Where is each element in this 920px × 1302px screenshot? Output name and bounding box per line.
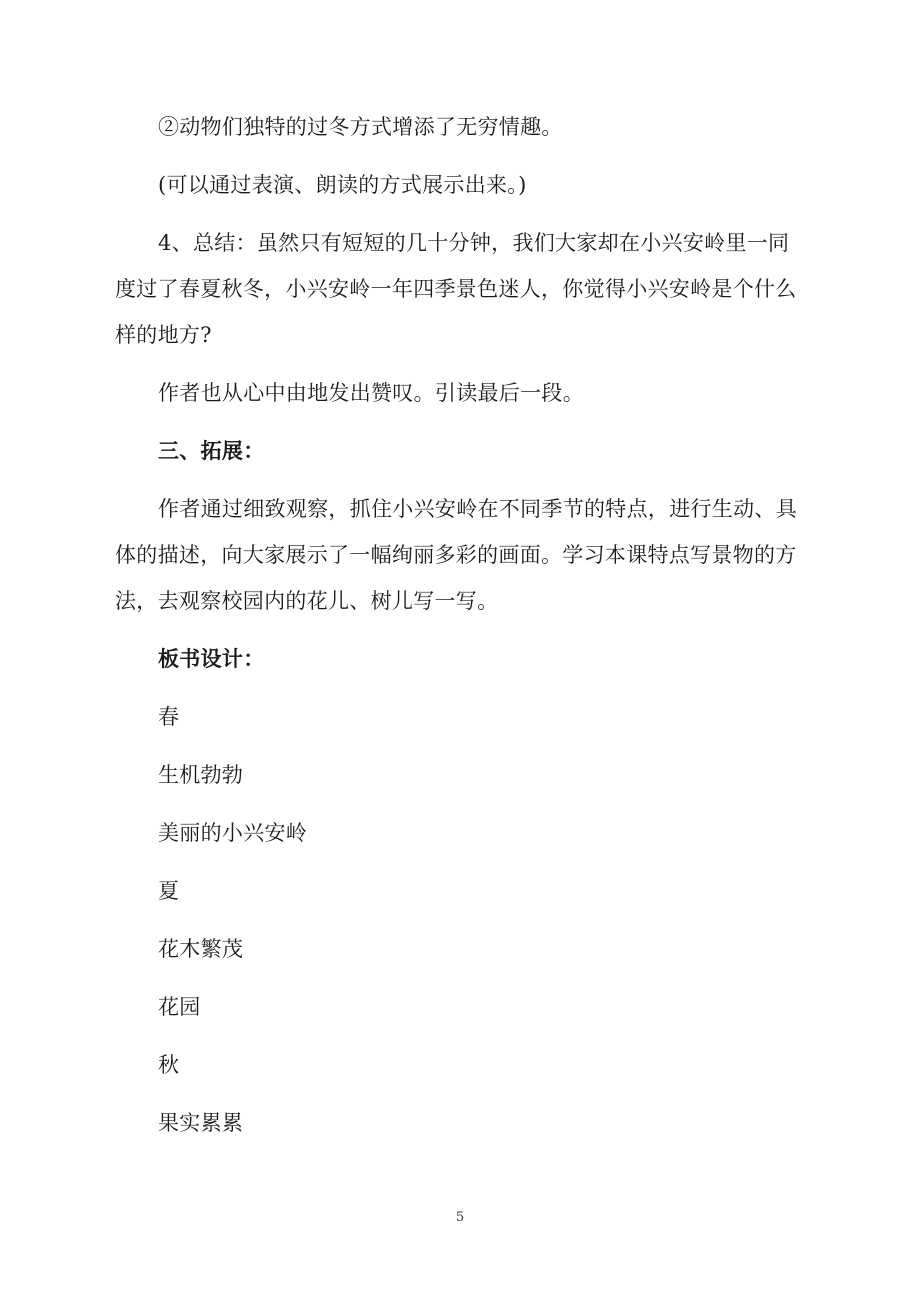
page-number: 5 <box>455 1210 465 1225</box>
section-heading-board-design: 板书设计： <box>158 646 265 671</box>
paragraph-summary: 4、总结：虽然只有短短的几十分钟，我们大家却在小兴安岭里一同度过了春夏秋冬，小兴安岭一年四季景色迷人，你觉得小兴安岭是个什么样的地方? <box>115 231 797 347</box>
board-line: 秋 <box>158 1053 180 1077</box>
board-line: 春 <box>158 705 180 729</box>
board-line: 美丽的小兴安岭 <box>158 821 308 845</box>
paragraph-animals-winter: ②动物们独特的过冬方式增添了无穷情趣。 <box>158 115 563 139</box>
board-line: 生机勃勃 <box>158 763 244 787</box>
board-line: 花木繁茂 <box>158 937 244 961</box>
paragraph-extension: 作者通过细致观察，抓住小兴安岭在不同季节的特点，进行生动、具体的描述，向大家展示了一幅绚丽多彩的画面。学习本课特点写景物的方法，去观察校园内的花儿、树儿写一写。 <box>115 497 797 613</box>
board-line: 花园 <box>158 995 201 1019</box>
section-heading-extension: 三、拓展： <box>158 438 265 463</box>
paragraph-performance-note: (可以通过表演、朗读的方式展示出来。) <box>158 173 527 197</box>
board-line: 夏 <box>158 879 180 903</box>
board-line: 果实累累 <box>158 1111 244 1135</box>
paragraph-author-praise: 作者也从心中由地发出赞叹。引读最后一段。 <box>158 381 584 405</box>
document-body <box>115 104 805 1146</box>
